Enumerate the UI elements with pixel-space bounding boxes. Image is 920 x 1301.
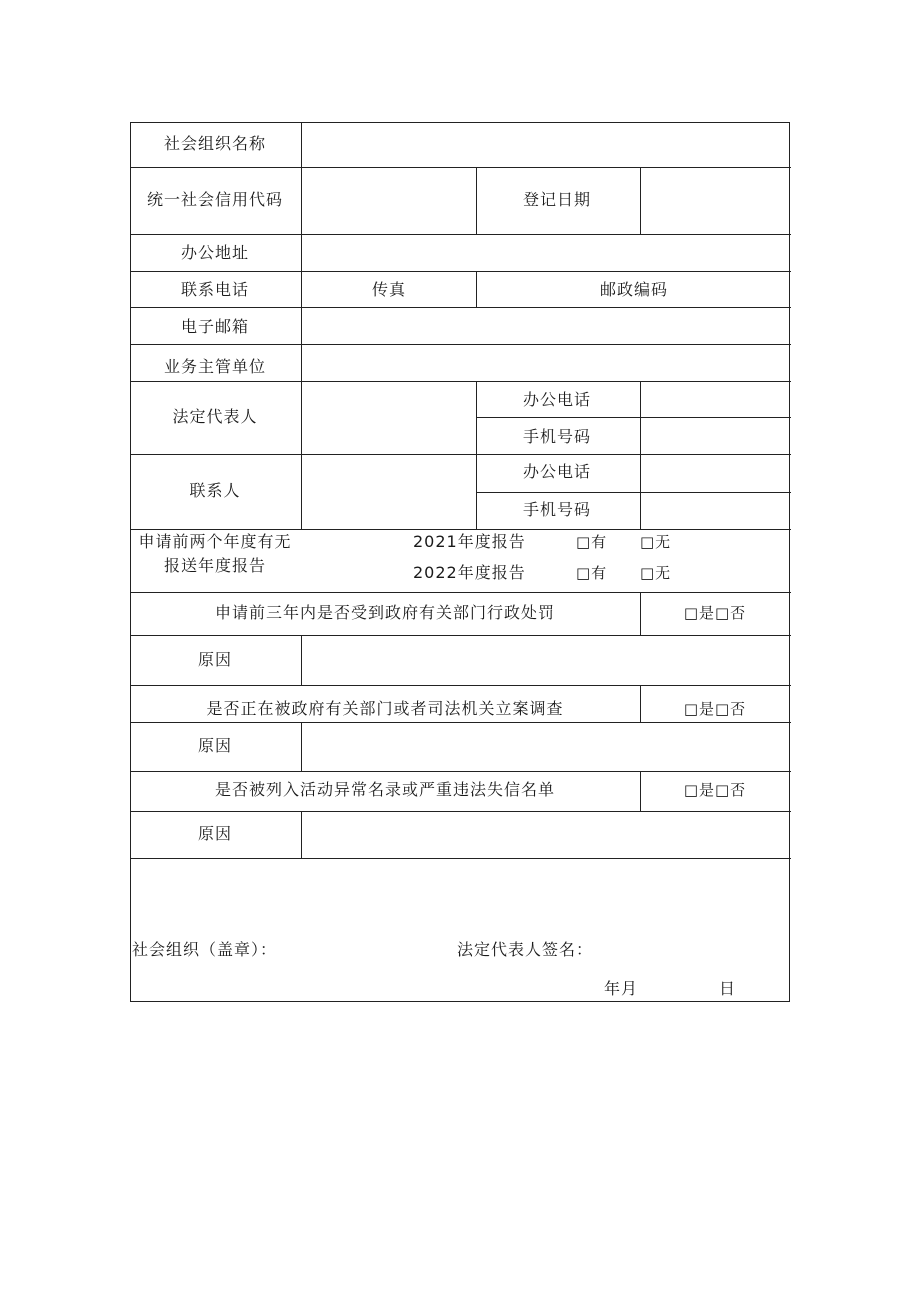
supervising-unit-label: 业务主管单位 [163,357,267,376]
postcode-label: 邮政编码 [599,280,669,299]
contact-person-label: 联系人 [189,481,241,500]
report-2021-yes-checkbox[interactable]: □有 [576,533,608,551]
contact-mobile-label: 手机号码 [522,500,592,519]
report-2022-yes-checkbox[interactable]: □有 [576,564,608,582]
penalty-reason-label: 原因 [197,650,233,669]
report-2022-no-checkbox[interactable]: □无 [640,564,672,582]
investigation-reason-label: 原因 [197,736,233,755]
office-address-label: 办公地址 [180,243,250,262]
legal-rep-signature-label: 法定代表人签名： [457,940,594,959]
email-label: 电子邮箱 [180,317,250,336]
date-year-month: 年月 [604,979,639,998]
org-name-label: 社会组织名称 [163,134,267,153]
contact-office-phone-label: 办公电话 [522,462,592,481]
investigation-question: 是否正在被政府有关部门或者司法机关立案调查 [206,699,564,718]
fax-label: 传真 [371,280,407,299]
annual-report-question-line2: 报送年度报告 [163,556,267,575]
penalty-question: 申请前三年内是否受到政府有关部门行政处罚 [214,603,556,622]
credit-code-label: 统一社会信用代码 [146,190,284,209]
phone-label: 联系电话 [180,280,250,299]
penalty-yes-no-options[interactable]: □是□否 [683,604,747,622]
date-day: 日 [719,979,737,998]
organization-seal-label: 社会组织（盖章）： [132,940,278,959]
legal-rep-mobile-label: 手机号码 [522,427,592,446]
registration-date-label: 登记日期 [522,190,592,209]
report-2021-label: 2021年度报告 [413,532,526,551]
legal-rep-office-phone-label: 办公电话 [522,390,592,409]
blacklist-question: 是否被列入活动异常名录或严重违法失信名单 [214,780,556,799]
blacklist-reason-label: 原因 [197,824,233,843]
investigation-yes-no-options[interactable]: □是□否 [683,700,747,718]
report-2021-no-checkbox[interactable]: □无 [640,533,672,551]
blacklist-yes-no-options[interactable]: □是□否 [683,781,747,799]
annual-report-question-line1: 申请前两个年度有无 [138,532,292,551]
report-2022-label: 2022年度报告 [413,563,526,582]
legal-representative-label: 法定代表人 [172,407,258,426]
